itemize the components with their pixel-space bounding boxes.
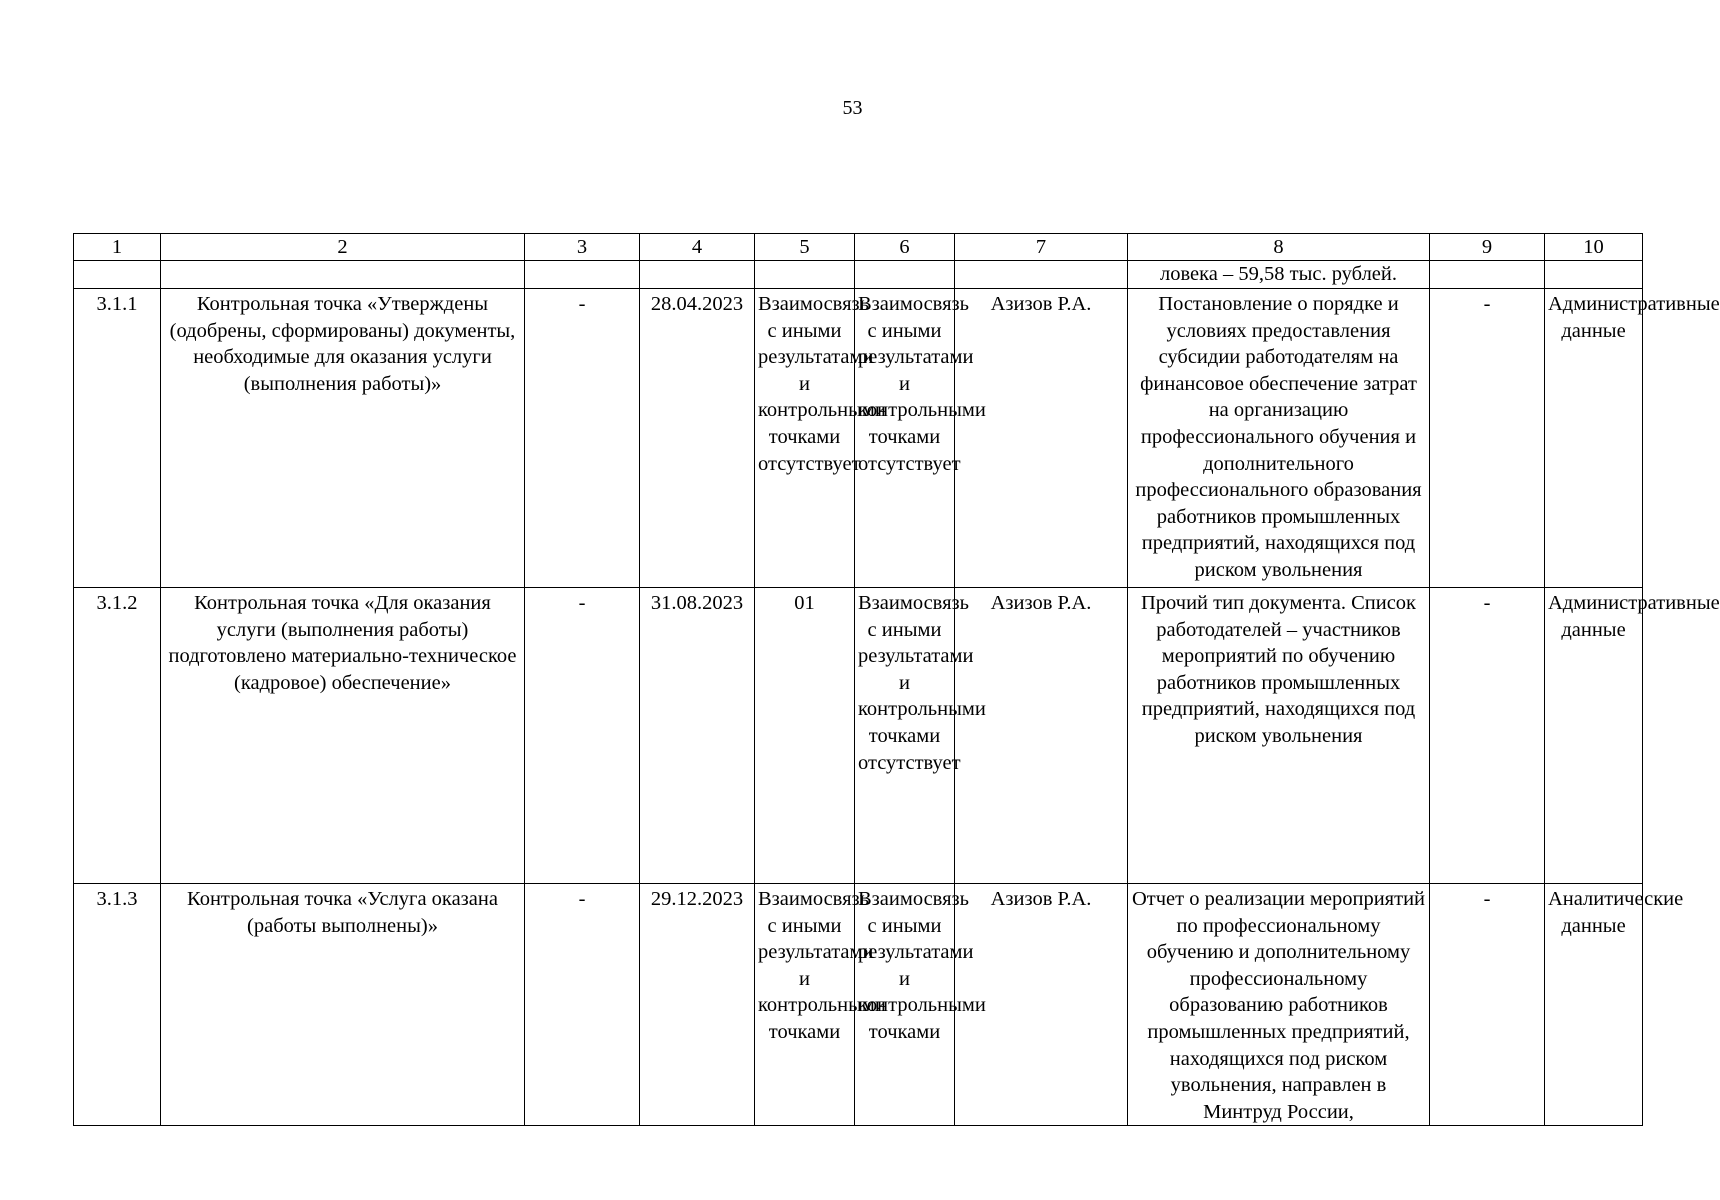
continuation-row [74, 261, 1643, 289]
column-5-value: 01 [755, 588, 855, 884]
row-number: 3.1.1 [74, 289, 161, 588]
page-number: 53 [842, 97, 863, 119]
continuation-text: ловека – 59,58 тыс. рублей. [1128, 261, 1430, 289]
column-number: 9 [1430, 234, 1545, 261]
table-row [74, 884, 1643, 1126]
control-point-name: Контрольная точка «Утверждены (одобрены, сформированы) документы, необходимые для оказания услуги (выполнения работы)» [161, 289, 525, 588]
column-9-value: - [1430, 289, 1545, 588]
table-row [74, 289, 1643, 588]
control-points-table [73, 233, 1720, 1126]
column-6-value: Взаимосвязь с иными результатами и контрольными точками отсутствует [855, 588, 955, 884]
responsible-person: Азизов Р.А. [955, 588, 1128, 884]
column-number: 7 [955, 234, 1128, 261]
document-description: Отчет о реализации мероприятий по профессиональному обучению и дополнительному профессиональному образованию работников промышленных предприятий, находящихся под риском увольнения, направлен в Минтруд России, [1128, 884, 1430, 1126]
column-number: 8 [1128, 234, 1430, 261]
column-number: 3 [525, 234, 640, 261]
column-number: 4 [640, 234, 755, 261]
control-point-name: Контрольная точка «Для оказания услуги (выполнения работы) подготовлено материально-техническое (кадровое) обеспечение» [161, 588, 525, 884]
data-source-type: Аналитические данные [1545, 884, 1643, 1126]
column-6-value: Взаимосвязь с иными результатами и контрольными точками отсутствует [855, 289, 955, 588]
data-source-type: Административные данные [1545, 588, 1643, 884]
control-point-name: Контрольная точка «Услуга оказана (работы выполнены)» [161, 884, 525, 1126]
column-number: 6 [855, 234, 955, 261]
column-3-value: - [525, 588, 640, 884]
due-date: 31.08.2023 [640, 588, 755, 884]
row-number: 3.1.2 [74, 588, 161, 884]
column-number: 5 [755, 234, 855, 261]
document-description: Постановление о порядке и условиях предоставления субсидии работодателям на финансовое обеспечение затрат на организацию профессионального обучения и дополнительного профессионального образования работников промышленных предприятий, находящихся под риском увольнения [1128, 289, 1430, 588]
due-date: 29.12.2023 [640, 884, 755, 1126]
responsible-person: Азизов Р.А. [955, 884, 1128, 1126]
row-number: 3.1.3 [74, 884, 161, 1126]
document-description: Прочий тип документа. Список работодателей – участников мероприятий по обучению работников промышленных предприятий, находящихся под риском увольнения [1128, 588, 1430, 884]
table-row [74, 588, 1643, 884]
column-number: 10 [1545, 234, 1643, 261]
column-9-value: - [1430, 884, 1545, 1126]
responsible-person: Азизов Р.А. [955, 289, 1128, 588]
column-9-value: - [1430, 588, 1545, 884]
due-date: 28.04.2023 [640, 289, 755, 588]
column-3-value: - [525, 289, 640, 588]
column-5-value: Взаимосвязь с иными результатами и контрольными точками [755, 884, 855, 1126]
column-number: 1 [74, 234, 161, 261]
column-6-value: Взаимосвязь с иными результатами и контрольными точками [855, 884, 955, 1126]
column-number: 2 [161, 234, 525, 261]
column-number-row [74, 234, 1643, 261]
column-5-value: Взаимосвязь с иными результатами и контрольными точками отсутствует [755, 289, 855, 588]
data-source-type: Административные данные [1545, 289, 1643, 588]
column-3-value: - [525, 884, 640, 1126]
